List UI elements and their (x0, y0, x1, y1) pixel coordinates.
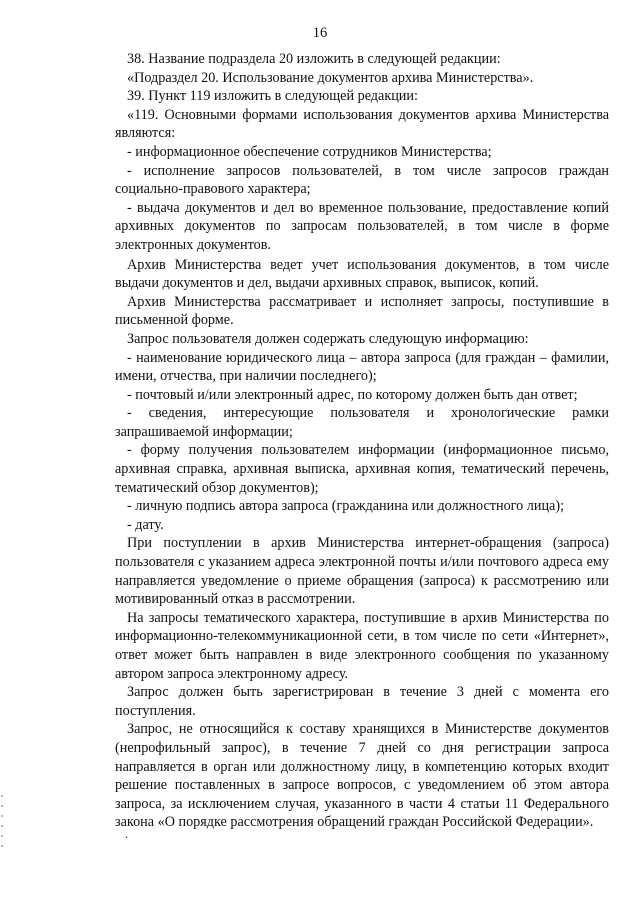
list-item-legal-entity: - наименование юридического лица – автора запроса (для граждан – фамилии, имени, отчества, при наличии последнего); (115, 349, 609, 385)
document-body (115, 50, 609, 832)
paragraph-amendment-38: 38. Название подраздела 20 изложить в следующей редакции: (127, 51, 501, 67)
paragraph-written-requests: Архив Министерства рассматривает и исполняет запросы, поступившие в письменной форме. (115, 293, 609, 329)
list-item-date: - дату. (127, 516, 164, 533)
list-item-details: - сведения, интересующие пользователя и хронологические рамки запрашиваемой информации; (115, 405, 609, 440)
paragraph-internet-requests: При поступлении в архив Министерства интернет-обращения (запроса) пользователя с указанием адреса электронной почты и/или почтового адреса ему направляется уведомление о приеме обращения (запроса) к рассмотрению или мотивированный отказ в рассмотрении. (115, 535, 609, 608)
list-item-temporary-use: - выдача документов и дел во временное пользование, предоставление копий архивных документов по запросам пользователей, в том числе в форме электронных документов. (115, 199, 609, 253)
page-number: 16 (312, 25, 328, 41)
list-item-address: - почтовый и/или электронный адрес, по которому должен быть дан ответ; (127, 386, 578, 403)
trailing-mark: . (125, 827, 128, 841)
paragraph-thematic-requests: На запросы тематического характера, поступившие в архив Министерства по информационно-телекоммуникационной сети, в том числе по сети «Интернет», ответ может быть направлен в виде электронного сообщения по указанному автором запроса электронному адресу. (115, 609, 609, 682)
paragraph-subsection-title: «Подраздел 20. Использование документов архива Министерства». (127, 69, 534, 86)
paragraph-amendment-39: 39. Пункт 119 изложить в следующей редакции: (127, 88, 418, 105)
paragraph-usage-accounting: Архив Министерства ведет учет использования документов, в том числе выдачи документов и дел, выдачи архивных справок, выписок, копий. (115, 256, 609, 292)
paragraph-non-core-request: Запрос, не относящийся к составу хранящихся в Министерстве документов (непрофильный запрос), в течение 7 дней со дня регистрации запроса направляется в орган или должностному лицу, в компетенцию которых входит решение поставленных в запросе вопросов, с уведомлением об этом автора запроса, за исключением случая, указанного в части 4 статьи 11 Федерального закона «О порядке рассмотрения обращений граждан Российской Федерации». (115, 721, 609, 831)
list-item-requests: - исполнение запросов пользователей, в том числе запросов граждан социально-правового характера; (115, 162, 609, 198)
paragraph-item-119: «119. Основными формами использования документов архива Министерства являются: (115, 106, 609, 142)
list-item-response-form: - форму получения пользователем информации (информационное письмо, архивная справка, архивная выписка, архивная копия, тематический перечень, тематический обзор документов); (115, 442, 609, 496)
list-item-signature: - личную подпись автора запроса (гражданина или должностного лица); (127, 498, 565, 515)
list-item-info-support: - информационное обеспечение сотрудников Министерства; (127, 143, 492, 160)
paragraph-request-content: Запрос пользователя должен содержать следующую информацию: (127, 330, 529, 347)
paragraph-registration: Запрос должен быть зарегистрирован в течение 3 дней с момента его поступления. (115, 684, 609, 719)
scan-binding-marks (1, 795, 3, 855)
